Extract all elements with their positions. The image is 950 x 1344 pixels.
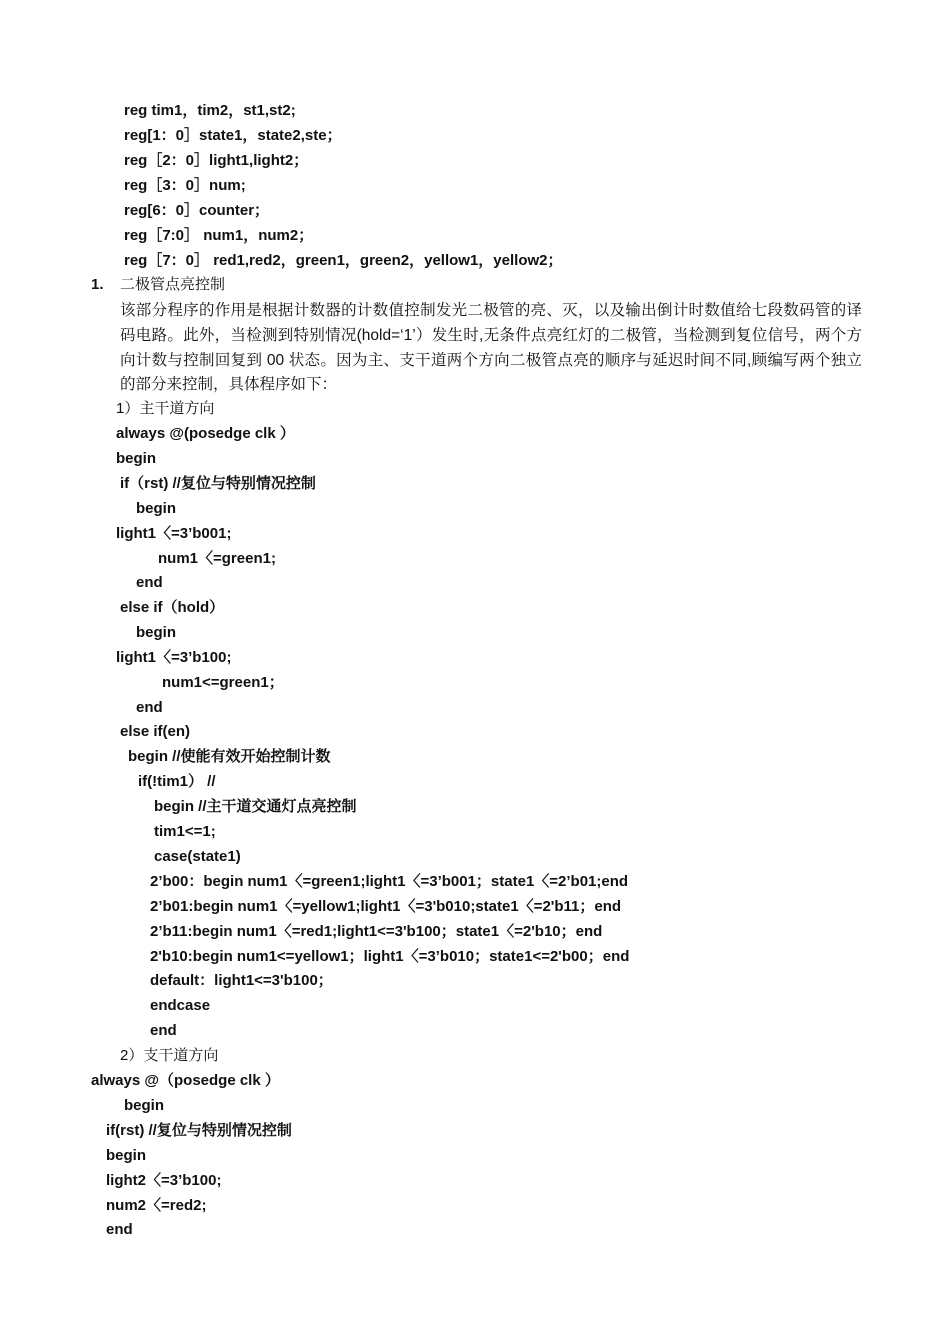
code-line: if(rst) //复位与特别情况控制 (106, 1122, 292, 1139)
code-line: 2’b11:begin num1〈=red1;light1<=3'b100；state1〈=2'b10；end (150, 923, 603, 940)
code-line: 2）支干道方向 (120, 1047, 219, 1064)
code-line: if(!tim1） // (138, 773, 216, 790)
section-heading: 二极管点亮控制 (120, 276, 226, 293)
code-line: end (136, 574, 163, 591)
code-line: reg［7：0］ red1,red2，green1，green2，yellow1，yellow2； (124, 252, 563, 269)
code-line: always @(posedge clk ） (116, 425, 295, 442)
code-line: reg[1：0］state1，state2,ste； (124, 127, 342, 144)
code-line: always @（posedge clk ） (91, 1072, 280, 1089)
code-line: else if（hold） (120, 599, 225, 616)
code-line: begin //使能有效开始控制计数 (128, 748, 331, 765)
code-line: tim1<=1; (154, 823, 216, 840)
code-line: 2'b10:begin num1<=yellow1；light1〈=3’b010；state1<=2'b00；end (150, 948, 630, 965)
section-number: 1. (91, 276, 104, 293)
code-line: light1〈=3’b001; (116, 525, 232, 542)
code-line: light2〈=3’b100; (106, 1172, 222, 1189)
code-line: num2〈=red2; (106, 1197, 207, 1214)
code-line: default：light1<=3'b100； (150, 972, 333, 989)
code-line: 2’b00：begin num1〈=green1;light1〈=3’b001；state1〈=2’b01;end (150, 873, 629, 890)
code-line: begin (136, 624, 176, 641)
code-line: reg tim1，tim2，st1,st2; (124, 102, 296, 119)
code-line: case(state1) (154, 848, 241, 865)
code-line: if（rst) //复位与特别情况控制 (120, 475, 316, 492)
code-line: end (136, 699, 163, 716)
code-line: num1<=green1； (162, 674, 284, 691)
code-line: begin (136, 500, 176, 517)
section-paragraph: 该部分程序的作用是根据计数器的计数值控制发光二极管的亮、灭，以及输出倒计时数值给七段数码管的译码电路。此外，当检测到特别情况(hold=‘1’）发生时,无条件点亮红灯的二极管，当检测到复位信号，两个方向计数与控制回复到 00 状态。因为主、支干道两个方向二极管点亮的顺序与延迟时间不同,顾编写两个独立的部分来控制，具体程序如下： (120, 302, 862, 394)
code-line: begin (124, 1097, 164, 1114)
code-line: reg［7:0］ num1，num2； (124, 227, 314, 244)
code-line: light1〈=3’b100; (116, 649, 232, 666)
code-line: else if(en) (120, 723, 191, 740)
code-line: endcase (150, 997, 211, 1014)
code-line: num1〈=green1; (158, 550, 276, 567)
code-line: end (150, 1022, 177, 1039)
code-line: begin //主干道交通灯点亮控制 (154, 798, 357, 815)
code-line: reg［2：0］light1,light2； (124, 152, 309, 169)
code-line: reg［3：0］num; (124, 177, 246, 194)
code-line: end (106, 1221, 133, 1238)
code-line: 2’b01:begin num1〈=yellow1;light1〈=3'b010;state1〈=2'b11；end (150, 898, 622, 915)
code-line: reg[6：0］counter； (124, 202, 270, 219)
code-line: begin (116, 450, 156, 467)
code-line: begin (106, 1147, 146, 1164)
code-line: 1）主干道方向 (116, 400, 215, 417)
